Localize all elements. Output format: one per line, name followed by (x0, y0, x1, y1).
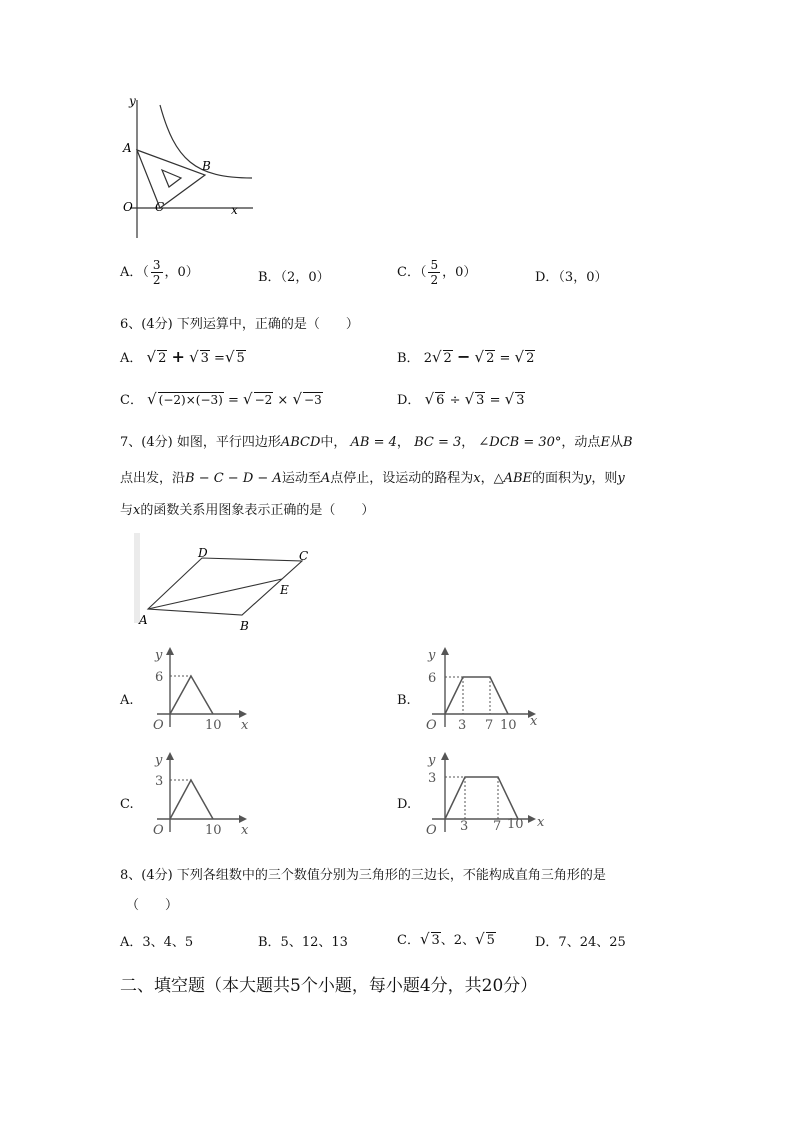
fig5-c: C (155, 200, 165, 214)
graph-c-o: O (153, 823, 164, 838)
graph-c (145, 750, 255, 840)
fig7-a: A (139, 613, 148, 627)
graph-d-o: O (426, 823, 437, 838)
q8-option-c: C．√ 3、2、√ 5 (397, 930, 495, 948)
q8-stem: 8、(4分) 下列各组数中的三个数值分别为三角形的三边长，不能构成直角三角形的是 (120, 868, 606, 883)
q6-option-d: D． √ 6 ÷ √ 3 = √ 3 (397, 390, 525, 408)
q7-line1: 7、(4分) 如图，平行四边形ABCD中， AB = 4， BC = 3， ∠DCB = 30°，动点E从B (120, 435, 633, 450)
graph-b-3: 3 (458, 718, 467, 733)
graph-d-3: 3 (428, 771, 437, 786)
graph-d-3x: 3 (460, 819, 469, 834)
graph-b (420, 645, 550, 735)
fig5-a: A (123, 141, 132, 155)
q6-option-a: A． √ 2 + √ 3 =√ 5 (120, 347, 245, 366)
fig7-b: B (240, 619, 249, 633)
graph-b-y: y (428, 648, 436, 663)
q8-option-a: A．3、4、5 (120, 935, 194, 950)
fig5-b: B (202, 159, 211, 173)
graph-d (420, 750, 550, 840)
graph-d-x: x (537, 815, 545, 830)
q7-figure (132, 533, 332, 633)
graph-c-3: 3 (155, 774, 164, 789)
section-2-heading: 二、填空题（本大题共5个小题，每小题4分，共20分） (120, 976, 538, 996)
q5-option-c: C．（ $\frac{5}{2}$ ，0） (397, 258, 477, 287)
graph-b-10: 10 (500, 718, 517, 733)
graph-a-10: 10 (205, 718, 222, 733)
q5-figure (115, 90, 265, 240)
graph-c-y: y (155, 753, 163, 768)
graph-c-label: C. (120, 797, 134, 812)
graph-a-6: 6 (155, 670, 164, 685)
graph-c-x: x (241, 823, 249, 838)
fig5-x: x (231, 203, 238, 217)
graph-b-x: x (530, 714, 538, 729)
fig7-d: D (198, 546, 208, 560)
fig7-e: E (280, 583, 289, 597)
graph-d-10: 10 (507, 817, 524, 832)
q8-option-b: B．5、12、13 (258, 935, 348, 950)
q7-line3: 与x的函数关系用图象表示正确的是（ ） (120, 503, 375, 518)
graph-b-7: 7 (485, 718, 494, 733)
graph-a-x: x (241, 718, 249, 733)
q8-paren: （ ） (126, 898, 179, 913)
q6-stem: 6、(4分) 下列运算中，正确的是（ ） (120, 317, 359, 332)
graph-c-10: 10 (205, 823, 222, 838)
graph-b-6: 6 (428, 671, 437, 686)
fig7-c: C (299, 549, 309, 563)
graph-d-y: y (428, 753, 436, 768)
graph-a-label: A. (120, 693, 134, 708)
graph-a-o: O (153, 718, 164, 733)
graph-a (145, 645, 255, 735)
q8-option-d: D．7、24、25 (535, 935, 626, 950)
fig5-y: y (129, 94, 136, 108)
q7-line2: 点出发，沿B − C − D − A运动至A点停止，设运动的路程为x，△ABE的面积为y，则y (120, 471, 625, 486)
graph-a-y: y (155, 648, 163, 663)
fig5-o: O (123, 200, 133, 214)
graph-d-label: D. (397, 797, 412, 812)
graph-d-7: 7 (493, 819, 502, 834)
q6-option-b: B． 2√ 2 − √ 2 = √ 2 (397, 347, 535, 366)
q6-option-c: C． √ (−2)×(−3) = √ −2 × √ −3 (120, 390, 322, 408)
q5-option-d: D．（3，0） (535, 270, 608, 285)
q5-option-b: B．（2，0） (258, 270, 330, 285)
graph-b-o: O (426, 718, 437, 733)
q5-option-a: A．（ $\frac{3}{2}$ ，0） (120, 258, 199, 287)
graph-b-label: B. (397, 693, 411, 708)
